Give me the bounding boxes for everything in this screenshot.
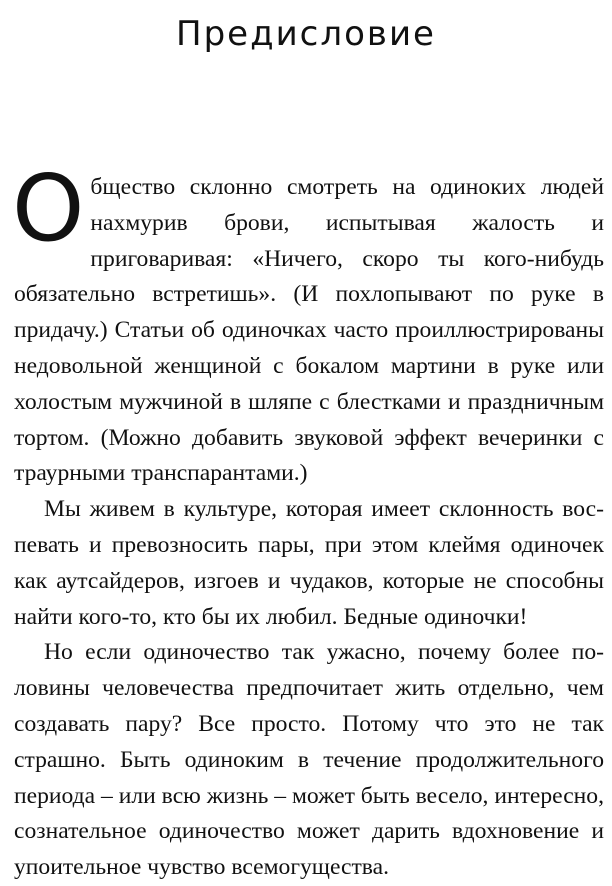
paragraph-1-text: бщество склонно смотреть на одиноких людей нахмурив брови, испытывая жалость и приговаривая: «Ничего, скоро ты кого-нибудь обязательно встретишь». (И похлопывают по руке в придачу.) Статьи об одиночках часто проиллюстрированы недовольной женщиной с бокалом мартини в руке или холостым мужчиной в шляпе с блестками и праздничным тортом. (Можно добавить звуковой эффект вечеринки с траурными транспарантами.) (14, 174, 604, 487)
chapter-body (12, 155, 604, 886)
paragraph-3: Но если одиночество так ужасно, почему более половины человечества предпочитает жить отдельно, чем создавать пару? Все просто. Потому что это не так страшно. Быть одиноким в течение продолжительного периода – или всю жизнь – может быть весело, интересно, сознательное одиночество может дарить вдохновение и упоительное чувство всемогущества. (14, 639, 604, 881)
drop-cap-letter: О (12, 155, 85, 262)
paragraph-1 (12, 155, 604, 492)
paragraph-2: Мы живем в культуре, которая имеет склонность воспевать и превозносить пары, при этом клеймя одиночек как аутсайдеров, изгоев и чудаков, которые не способны найти кого-то, кто бы их любил. Бедные одиночки! (14, 496, 604, 630)
chapter-title: Предисловие (176, 14, 436, 54)
